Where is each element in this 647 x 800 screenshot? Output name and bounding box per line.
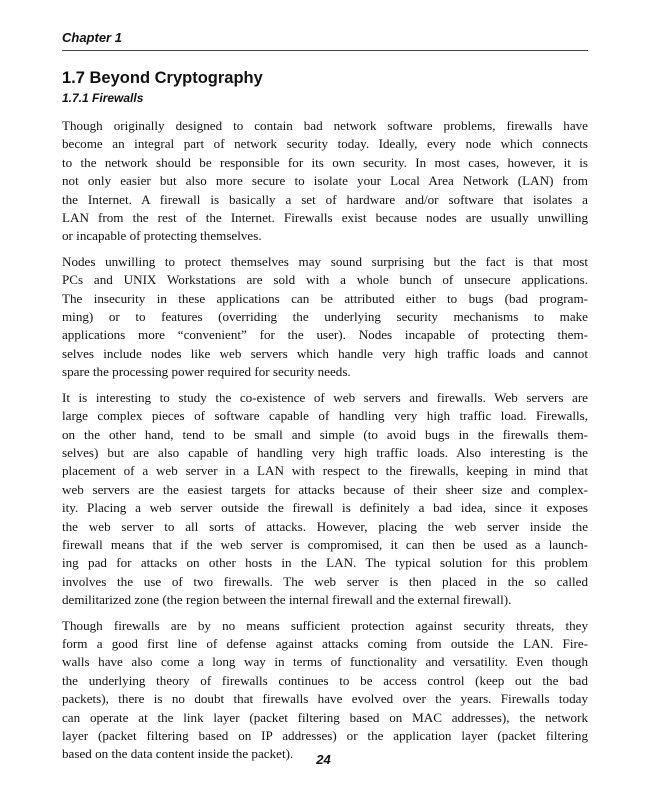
text-line: layer (packet filtering based on IP addresses) or the application layer (packet filtering [62,728,588,743]
paragraph [62,617,588,764]
text-line: Though originally designed to contain bad network software problems, firewalls have [62,118,588,133]
text-line: The insecurity in these applications can be attributed either to bugs (bad program- [62,290,588,306]
page-content [62,26,588,771]
paragraph [62,389,588,610]
text-line: PCs and UNIX Workstations are sold with a whole bunch of unsecure applications. [62,272,588,288]
text-line: become an integral part of network security today. Ideally, every node which connects [62,136,588,152]
text-line: It is interesting to study the co-existence of web servers and firewalls. Web servers are [62,389,588,405]
text-line: walls have also come a long way in terms of functionality and versatility. Even though [62,654,588,670]
body-text [62,117,588,764]
text-line: selves) but are also capable of handling very high traffic loads. Also interesting is the [62,444,588,460]
text-line: web servers are the easiest targets for attacks because of their sheer size and complex- [62,481,588,497]
text-line: form a good first line of defense against attacks coming from outside the LAN. Fire- [62,635,588,651]
text-line: placement of a web server in a LAN with respect to the firewalls, keeping in mind that [62,463,588,479]
text-line: on the other hand, tend to be small and simple (to avoid bugs in the firewalls them- [62,426,588,442]
text-line: Though firewalls are by no means sufficient protection against security threats, they [62,617,588,633]
paragraph [62,117,588,246]
text-line: packets), there is no doubt that firewalls have evolved over the years. Firewalls today [62,691,588,707]
text-line: based on the data content inside the packet). [62,746,294,762]
text-line: or incapable of protecting themselves. [62,228,262,244]
text-line: can operate at the link layer (packet filtering based on MAC addresses), the network [62,709,588,725]
text-line: selves include nodes like web servers which handle very high traffic loads and cannot [62,345,588,361]
text-line: LAN from the rest of the Internet. Firewalls exist because nodes are usually unwilling [62,210,588,226]
text-line: to the network should be responsible for its own security. In most cases, however, it is [62,154,588,170]
section-title: 1.7 Beyond Cryptography [62,69,263,87]
text-line: applications more “convenient” for the user). Nodes incapable of protecting them- [62,327,588,343]
text-line: not only easier but also more secure to isolate your Local Area Network (LAN) from [62,173,588,189]
page-number: 24 [316,752,331,767]
text-line: ity. Placing a web server outside the firewall is definitely a bad idea, since it exposes [62,500,588,516]
text-line: the web server to all sorts of attacks. However, placing the web server inside the [62,518,588,534]
running-head: Chapter 1 [62,26,588,51]
text-line: spare the processing power required for security needs. [62,364,351,380]
text-line: demilitarized zone (the region between the internal firewall and the external firewall). [62,592,512,608]
text-line: the underlying theory of firewalls continues to be access control (keep out the bad [62,672,588,688]
text-line: firewall means that if the web server is compromised, it can then be used as a launch- [62,536,588,552]
subsection-title: 1.7.1 Firewalls [62,91,144,105]
text-line: Nodes unwilling to protect themselves may sound surprising but the fact is that most [62,253,588,269]
text-line: the Internet. A firewall is basically a set of hardware and/or software that isolates a [62,191,588,207]
text-line: involves the use of two firewalls. The web server is then placed in the so called [62,573,588,589]
paragraph [62,253,588,382]
text-line: large complex pieces of software capable of handling very high traffic load. Firewalls, [62,408,588,424]
text-line: ming) or to features (overriding the underlying security mechanisms to make [62,309,588,325]
text-line: ing pad for attacks on other hosts in the LAN. The typical solution for this problem [62,555,588,571]
